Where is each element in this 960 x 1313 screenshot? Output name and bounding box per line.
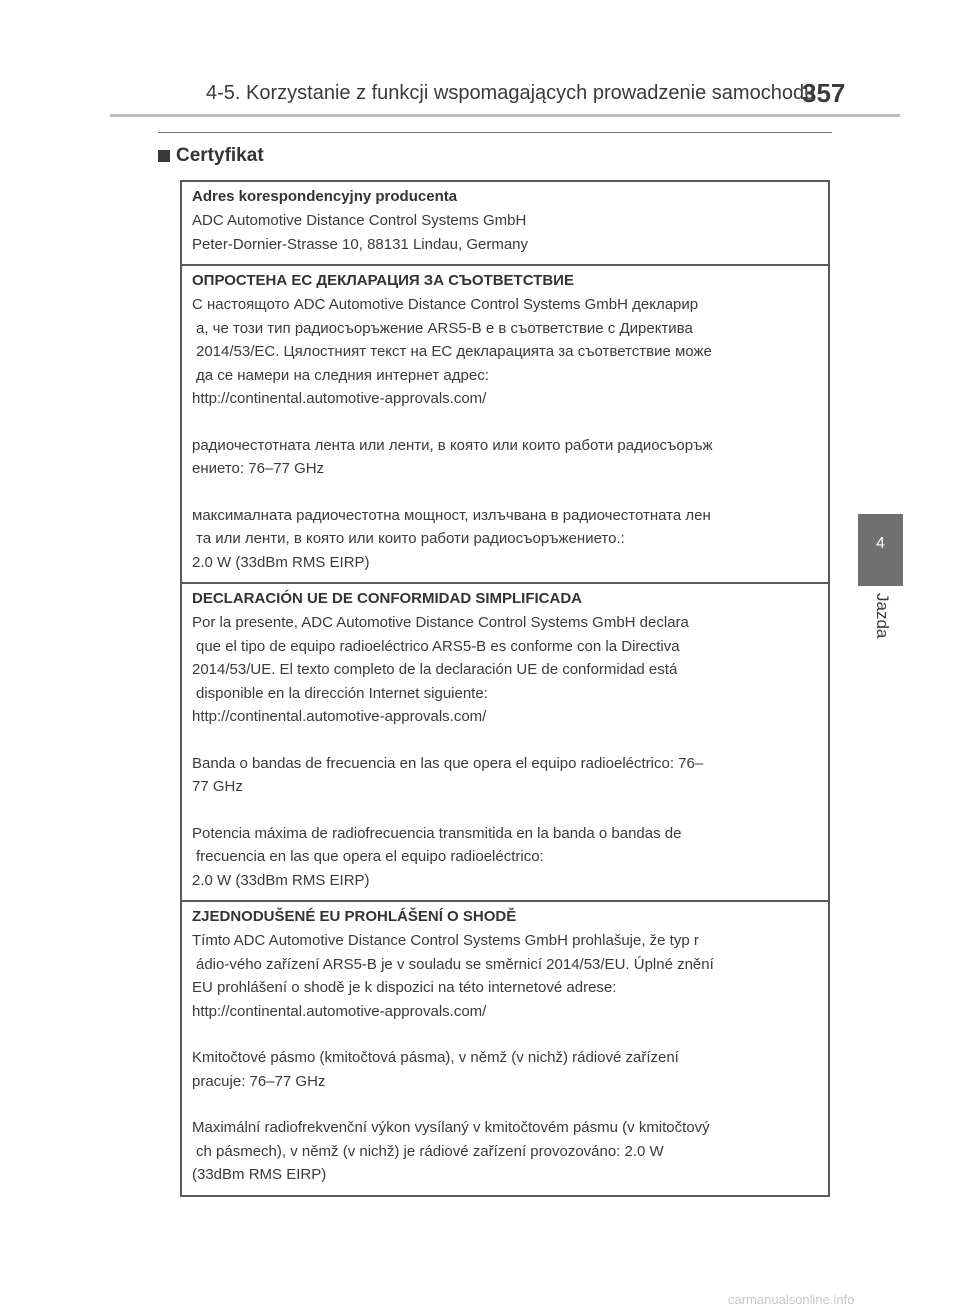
text-line: та или ленти, в която или които работи радиосъоръжението.: xyxy=(196,530,625,547)
text-line: 2014/53/UE. El texto completo de la declaración UE de conformidad está xyxy=(192,661,678,678)
text-line: ch pásmech), v němž (v nichž) je rádiové zařízení provozováno: 2.0 W xyxy=(196,1142,664,1160)
spanish-heading: DECLARACIÓN UE DE CONFORMIDAD SIMPLIFICADA xyxy=(192,590,582,607)
page-number: 357 xyxy=(802,78,846,108)
manufacturer-section xyxy=(182,182,828,266)
text-line: que el tipo de equipo radioeléctrico ARS5-B es conforme con la Directiva xyxy=(196,637,680,655)
text-line: Potencia máxima de radiofrecuencia transmitida en la banda o bandas de xyxy=(192,824,682,842)
czech-section xyxy=(182,902,828,1195)
text-line: (33dBm RMS EIRP) xyxy=(192,1166,327,1183)
text-line: 2.0 W (33dBm RMS EIRP) xyxy=(192,553,370,571)
text-line: ADC Automotive Distance Control Systems GmbH xyxy=(192,212,527,229)
text-line: disponible en la dirección Internet siguiente: xyxy=(196,684,488,702)
text-line: а, че този тип радиосъоръжение ARS5-B е в съответствие с Директива xyxy=(196,319,693,337)
text-line: радиочестотната лента или ленти, в която или които работи радиосъоръж xyxy=(192,436,713,454)
square-bullet-icon xyxy=(158,150,170,162)
manufacturer-heading: Adres korespondencyjny producenta xyxy=(192,188,458,205)
header-title: 4-5. Korzystanie z funkcji wspomagających prowadzenie samochodu xyxy=(206,82,816,104)
text-line: Kmitočtové pásmo (kmitočtová pásma), v němž (v nichž) rádiové zařízení xyxy=(192,1049,679,1066)
certificate-box xyxy=(180,180,830,1197)
chapter-label: Jazda xyxy=(873,593,892,639)
text-line: Maximální radiofrekvenční výkon vysílaný v kmitočtovém pásmu (v kmitočtový xyxy=(192,1119,710,1136)
czech-heading: ZJEDNODUŠENÉ EU PROHLÁŠENÍ O SHODĚ xyxy=(192,908,517,925)
header-rule xyxy=(110,114,900,117)
text-line: ението: 76–77 GHz xyxy=(192,460,325,477)
text-line: 2.0 W (33dBm RMS EIRP) xyxy=(192,871,370,889)
text-line: Banda o bandas de frecuencia en las que opera el equipo radioeléctrico: 76– xyxy=(192,754,704,772)
bulgarian-section xyxy=(182,266,828,584)
text-line: Peter-Dornier-Strasse 10, 88131 Lindau, Germany xyxy=(192,235,529,253)
section-rule xyxy=(158,132,832,133)
text-line: Por la presente, ADC Automotive Distance Control Systems GmbH declara xyxy=(192,614,689,631)
text-line: 77 GHz xyxy=(192,778,243,795)
text-line: http://continental.automotive-approvals.com/ xyxy=(192,390,487,407)
text-line: pracuje: 76–77 GHz xyxy=(192,1072,326,1090)
bulgarian-heading: ОПРОСТЕНА ЕС ДЕКЛАРАЦИЯ ЗА СЪОТВЕТСТВИЕ xyxy=(192,272,574,289)
text-line: http://continental.automotive-approvals.com/ xyxy=(192,708,487,725)
text-line: 2014/53/ЕС. Цялостният текст на ЕС декларацията за съответствие може xyxy=(196,343,712,360)
chapter-tab: 4 xyxy=(858,514,903,586)
text-line: максималната радиочестотна мощност, излъчвана в радиочестотната лен xyxy=(192,506,711,524)
watermark: carmanualsonline.info xyxy=(728,1292,855,1307)
text-line: http://continental.automotive-approvals.com/ xyxy=(192,1002,487,1020)
section-title-text: Certyfikat xyxy=(176,145,264,166)
spanish-section xyxy=(182,584,828,902)
text-line: Tímto ADC Automotive Distance Control Systems GmbH prohlašuje, že typ r xyxy=(192,932,699,949)
text-line: С настоящото ADC Automotive Distance Control Systems GmbH декларир xyxy=(192,296,699,313)
text-line: frecuencia en las que opera el equipo radioeléctrico: xyxy=(196,848,544,865)
text-line: да се намери на следния интернет адрес: xyxy=(196,366,489,384)
text-line: ádio-vého zařízení ARS5-B je v souladu se směrnicí 2014/53/EU. Úplné znění xyxy=(196,955,714,973)
text-line: EU prohlášení o shodě je k dispozici na této internetové adrese: xyxy=(192,979,617,996)
section-title xyxy=(158,145,264,167)
